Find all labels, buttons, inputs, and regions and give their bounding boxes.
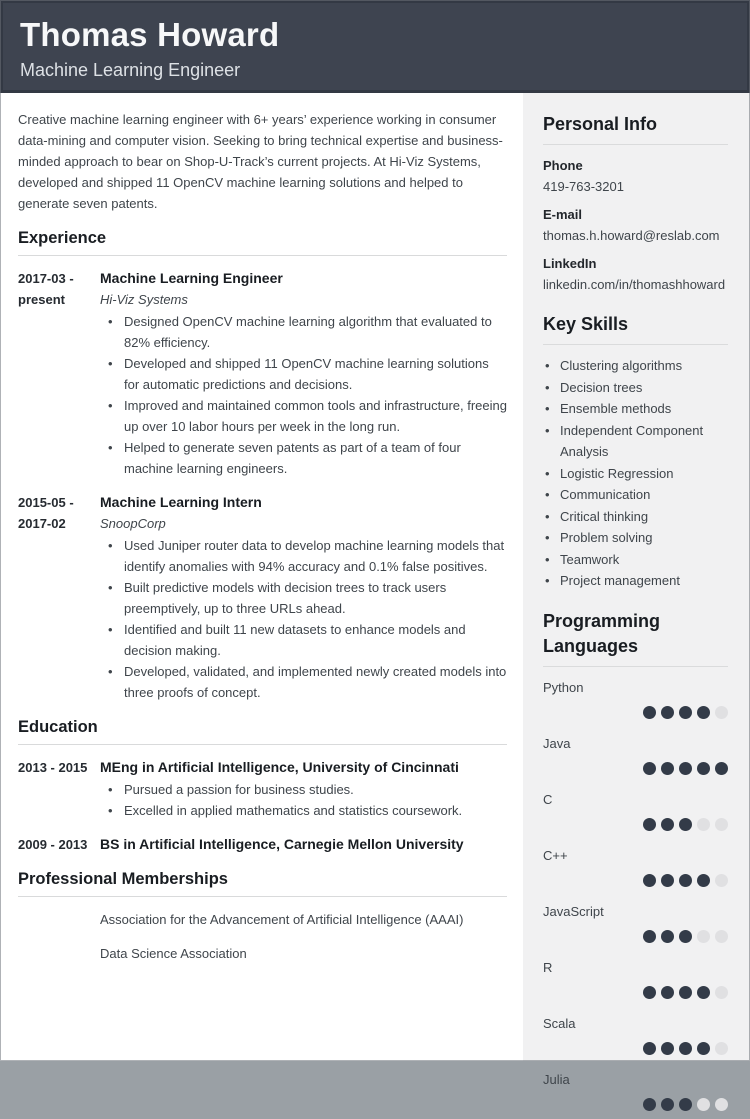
job-bullet-list xyxy=(100,311,507,479)
entry-details xyxy=(100,834,507,855)
skill-dot-filled xyxy=(679,818,692,831)
skill-item: • Project management xyxy=(545,570,728,592)
skill-dot-empty xyxy=(715,1098,728,1111)
language-name: Scala xyxy=(543,1015,576,1031)
skill-dot-filled xyxy=(679,706,692,719)
skill-dot-empty xyxy=(715,706,728,719)
skill-dot-filled xyxy=(679,930,692,943)
language-name: JavaScript xyxy=(543,903,604,919)
skill-dot-filled xyxy=(643,1098,656,1111)
skill-dot-empty xyxy=(715,930,728,943)
skill-dot-empty xyxy=(715,874,728,887)
language-row xyxy=(543,789,728,831)
skill-level-dots xyxy=(543,874,728,887)
skill-dot-filled xyxy=(643,986,656,999)
main-column xyxy=(0,93,523,1061)
programming-languages-heading: Programming Languages xyxy=(543,609,728,667)
skill-dot-empty xyxy=(715,986,728,999)
skill-level-dots xyxy=(543,706,728,719)
skill-dot-filled xyxy=(679,762,692,775)
company-name: SnoopCorp xyxy=(100,516,166,531)
bullet-item: • Pursued a passion for business studies. xyxy=(108,779,507,800)
skill-dot-filled xyxy=(661,762,674,775)
contact-field xyxy=(543,204,728,246)
bullet-item: • Developed and shipped 11 OpenCV machine learning solutions for automatic predictions and decisions. xyxy=(108,353,507,395)
language-row xyxy=(543,845,728,887)
skill-dot-filled xyxy=(643,930,656,943)
education-entry xyxy=(18,757,507,821)
skill-level-dots xyxy=(543,986,728,999)
skill-dot-filled xyxy=(643,762,656,775)
skill-item: • Ensemble methods xyxy=(545,398,728,420)
skill-dot-empty xyxy=(697,818,710,831)
skill-dot-filled xyxy=(715,762,728,775)
skill-dot-filled xyxy=(679,986,692,999)
skill-dot-filled xyxy=(679,1098,692,1111)
skill-dot-filled xyxy=(661,706,674,719)
entry-dates: 2015-05 - 2017-02 xyxy=(18,495,74,531)
entry-dates: 2013 - 2015 xyxy=(18,760,88,775)
skill-item: • Decision trees xyxy=(545,377,728,399)
job-title: Machine Learning Intern xyxy=(100,494,262,510)
skill-level-dots xyxy=(543,930,728,943)
skill-level-dots xyxy=(543,1098,728,1111)
experience-entry xyxy=(18,268,507,479)
bullet-item: • Used Juniper router data to develop machine learning models that identify anomalies with 94% accuracy and 0.1% false positives. xyxy=(108,535,507,577)
linkedin-label: LinkedIn xyxy=(543,256,597,271)
key-skills-section xyxy=(543,312,728,592)
bullet-item: • Developed, validated, and implemented newly created models into three proofs of concept. xyxy=(108,661,507,703)
skill-dot-filled xyxy=(661,1042,674,1055)
candidate-name: Thomas Howard xyxy=(20,16,280,53)
skill-dot-filled xyxy=(697,1042,710,1055)
candidate-job-title: Machine Learning Engineer xyxy=(20,60,241,80)
job-bullet-list xyxy=(100,535,507,703)
language-row xyxy=(543,901,728,943)
skill-level-dots xyxy=(543,818,728,831)
skill-dot-filled xyxy=(661,986,674,999)
skill-dot-empty xyxy=(697,930,710,943)
skill-dot-filled xyxy=(643,818,656,831)
skill-dot-filled xyxy=(679,1042,692,1055)
membership-item: Association for the Advancement of Artificial Intelligence (AAAI) xyxy=(100,912,464,927)
experience-section xyxy=(18,228,507,703)
skill-dot-filled xyxy=(643,706,656,719)
skill-item: • Communication xyxy=(545,484,728,506)
language-name: R xyxy=(543,959,553,975)
key-skills-heading: Key Skills xyxy=(543,312,728,345)
resume-header xyxy=(0,0,750,93)
degree-title: MEng in Artificial Intelligence, University of Cincinnati xyxy=(100,759,459,775)
entry-dates: 2009 - 2013 xyxy=(18,837,88,852)
skill-dot-filled xyxy=(679,874,692,887)
professional-summary: Creative machine learning engineer with 6+ years’ experience working in consumer data-mining and computer vision. Seeking to bring technical expertise and business-minded approach to bear on Shop-U-Track’s current projects. At Hi-Viz Systems, developed and shipped 11 OpenCV machine learning solutions and helped to generate seven patents. xyxy=(18,112,503,211)
education-entry xyxy=(18,834,507,855)
entry-details xyxy=(100,268,507,479)
personal-info-heading: Personal Info xyxy=(543,112,728,145)
sidebar xyxy=(523,93,750,1087)
entry-details xyxy=(100,757,507,821)
skill-item: • Problem solving xyxy=(545,527,728,549)
skill-dot-filled xyxy=(697,762,710,775)
email-value: thomas.h.howard@reslab.com xyxy=(543,228,720,243)
resume-body xyxy=(0,93,750,1087)
skill-level-dots xyxy=(543,1042,728,1055)
bullet-item: • Built predictive models with decision trees to track users preemptively, up to three URLs ahead. xyxy=(108,577,507,619)
programming-languages-section xyxy=(543,609,728,1111)
experience-entry xyxy=(18,492,507,703)
job-title: Machine Learning Engineer xyxy=(100,270,283,286)
personal-info-section xyxy=(543,112,728,295)
skill-dot-filled xyxy=(643,1042,656,1055)
skill-dot-filled xyxy=(643,874,656,887)
membership-list xyxy=(100,909,507,964)
company-name: Hi-Viz Systems xyxy=(100,292,188,307)
language-name: Java xyxy=(543,735,571,751)
skill-item: • Logistic Regression xyxy=(545,463,728,485)
education-section xyxy=(18,717,507,855)
language-name: C++ xyxy=(543,847,568,863)
language-row xyxy=(543,1013,728,1055)
entry-details xyxy=(100,492,507,703)
email-label: E-mail xyxy=(543,207,583,222)
bullet-item: • Improved and maintained common tools and infrastructure, freeing up over 10 labor hours per week in the long run. xyxy=(108,395,507,437)
language-name: C xyxy=(543,791,553,807)
skill-dot-empty xyxy=(715,1042,728,1055)
memberships-section xyxy=(18,869,507,964)
key-skills-list xyxy=(543,355,728,592)
skill-item: • Clustering algorithms xyxy=(545,355,728,377)
bullet-item: • Helped to generate seven patents as part of a team of four machine learning engineers. xyxy=(108,437,507,479)
phone-value: 419-763-3201 xyxy=(543,179,624,194)
membership-item: Data Science Association xyxy=(100,946,247,961)
experience-heading: Experience xyxy=(18,228,507,256)
bullet-item: • Designed OpenCV machine learning algorithm that evaluated to 82% efficiency. xyxy=(108,311,507,353)
language-row xyxy=(543,677,728,719)
contact-field xyxy=(543,253,728,295)
skill-dot-filled xyxy=(661,1098,674,1111)
skill-item: • Teamwork xyxy=(545,549,728,571)
skill-dot-empty xyxy=(697,1098,710,1111)
skill-item: • Independent Component Analysis xyxy=(545,420,728,463)
skill-dot-filled xyxy=(661,874,674,887)
skill-dot-filled xyxy=(697,986,710,999)
contact-field xyxy=(543,155,728,197)
skill-dot-filled xyxy=(697,706,710,719)
bullet-item: • Identified and built 11 new datasets to enhance models and decision making. xyxy=(108,619,507,661)
bullet-item: • Excelled in applied mathematics and statistics coursework. xyxy=(108,800,507,821)
skill-dot-filled xyxy=(697,874,710,887)
language-name: Julia xyxy=(543,1071,570,1087)
degree-title: BS in Artificial Intelligence, Carnegie Mellon University xyxy=(100,836,464,852)
memberships-heading: Professional Memberships xyxy=(18,869,507,897)
phone-label: Phone xyxy=(543,158,583,173)
language-name: Python xyxy=(543,679,584,695)
skill-item: • Critical thinking xyxy=(545,506,728,528)
skill-dot-filled xyxy=(661,818,674,831)
skill-dot-filled xyxy=(661,930,674,943)
language-row xyxy=(543,1069,728,1111)
skill-dot-empty xyxy=(715,818,728,831)
skill-level-dots xyxy=(543,762,728,775)
education-bullet-list xyxy=(100,779,507,821)
language-row xyxy=(543,733,728,775)
language-row xyxy=(543,957,728,999)
linkedin-value: linkedin.com/in/thomashhoward xyxy=(543,277,726,292)
education-heading: Education xyxy=(18,717,507,745)
entry-dates: 2017-03 - present xyxy=(18,271,74,307)
